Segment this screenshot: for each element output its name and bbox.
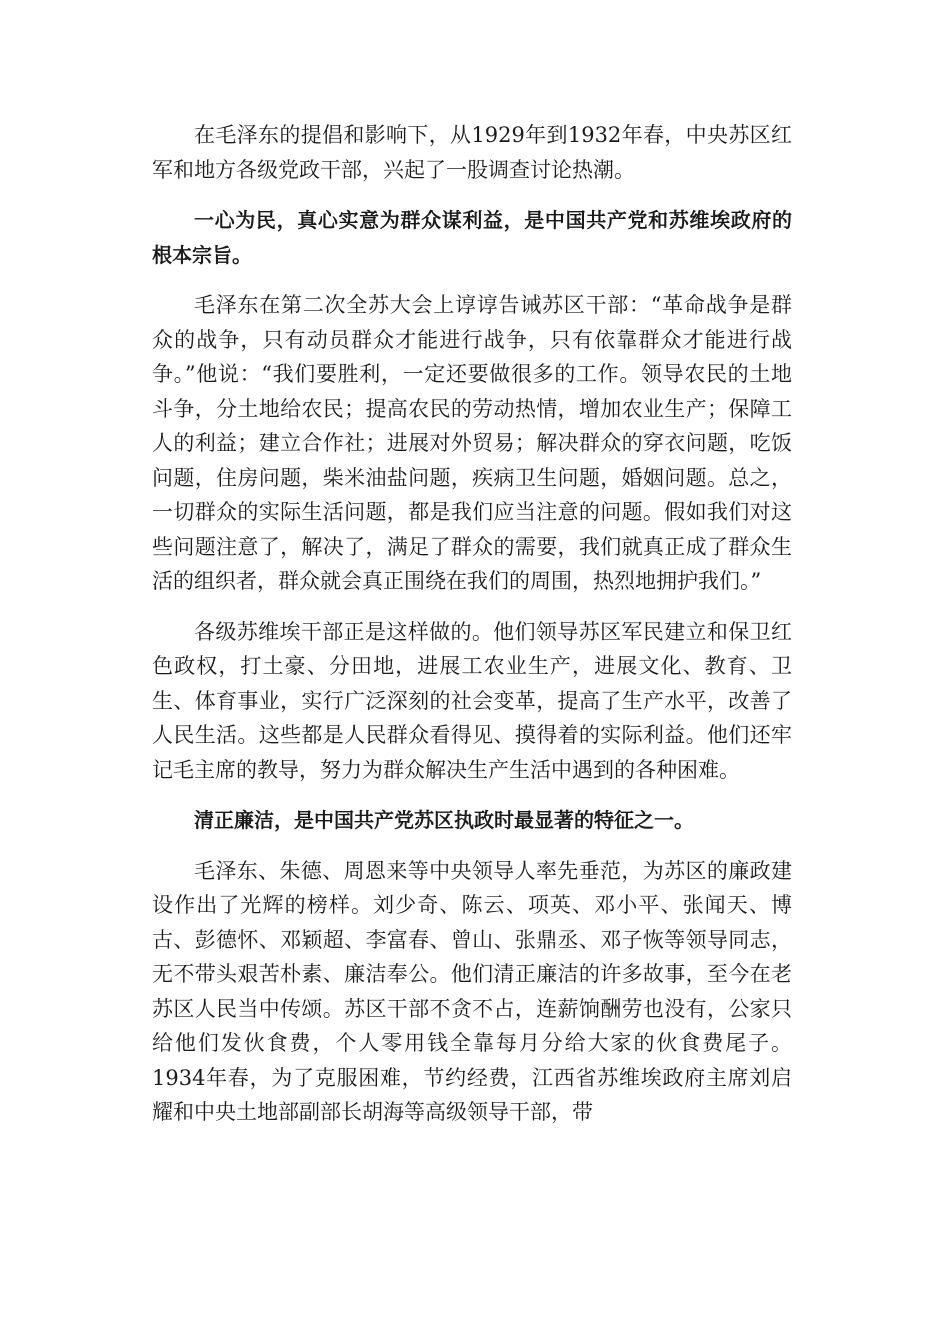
document-body	[152, 118, 792, 1130]
paragraph-mao-speech: 毛泽东在第二次全苏大会上谆谆告诫苏区干部：“革命战争是群众的战争，只有动员群众才能进行战争，只有依靠群众才能进行战争。”他说：“我们要胜利，一定还要做很多的工作。领导农民的土地斗争，分土地给农民；提高农民的劳动热情，增加农业生产；保障工人的利益；建立合作社；进展对外贸易；解决群众的穿衣问题，吃饭问题，住房问题，柴米油盐问题，疾病卫生问题，婚姻问题。总之，一切群众的实际生活问题，都是我们应当注意的问题。假如我们对这些问题注意了，解决了，满足了群众的需要，我们就真正成了群众生活的组织者，群众就会真正围绕在我们的周围，热烈地拥护我们。”	[152, 293, 792, 593]
paragraph-soviet-cadres: 各级苏维埃干部正是这样做的。他们领导苏区军民建立和保卫红色政权，打土豪、分田地，进展工农业生产，进展文化、教育、卫生、体育事业，实行广泛深刻的社会变革，提高了生产水平，改善了人民生活。这些都是人民群众看得见、摸得着的实际利益。他们还牢记毛主席的教导，努力为群众解决生产生活中遇到的各种困难。	[152, 619, 792, 782]
paragraph-investigation-wave: 在毛泽东的提倡和影响下，从1929年到1932年春，中央苏区红军和地方各级党政干部，兴起了一股调查讨论热潮。	[152, 123, 792, 182]
paragraph-leaders-example: 毛泽东、朱德、周恩来等中央领导人率先垂范，为苏区的廉政建设作出了光辉的榜样。刘少奇、陈云、项英、邓小平、张闻天、博古、彭德怀、邓颖超、李富春、曾山、张鼎丞、邓子恢等领导同志，无不带头艰苦朴素、廉洁奉公。他们清正廉洁的许多故事，至今在老苏区人民当中传颂。苏区干部不贪不占，连薪饷酬劳也没有，公家只给他们发伙食费，个人零用钱全靠每月分给大家的伙食费尾子。1934年春，为了克服困难，节约经费，江西省苏维埃政府主席刘启耀和中央土地部副部长胡海等高级领导干部，带	[152, 858, 792, 1124]
heading-serve-the-people: 一心为民，真心实意为群众谋利益，是中国共产党和苏维埃政府的根本宗旨。	[152, 208, 792, 267]
heading-integrity: 清正廉洁，是中国共产党苏区执政时最显著的特征之一。	[194, 808, 694, 832]
